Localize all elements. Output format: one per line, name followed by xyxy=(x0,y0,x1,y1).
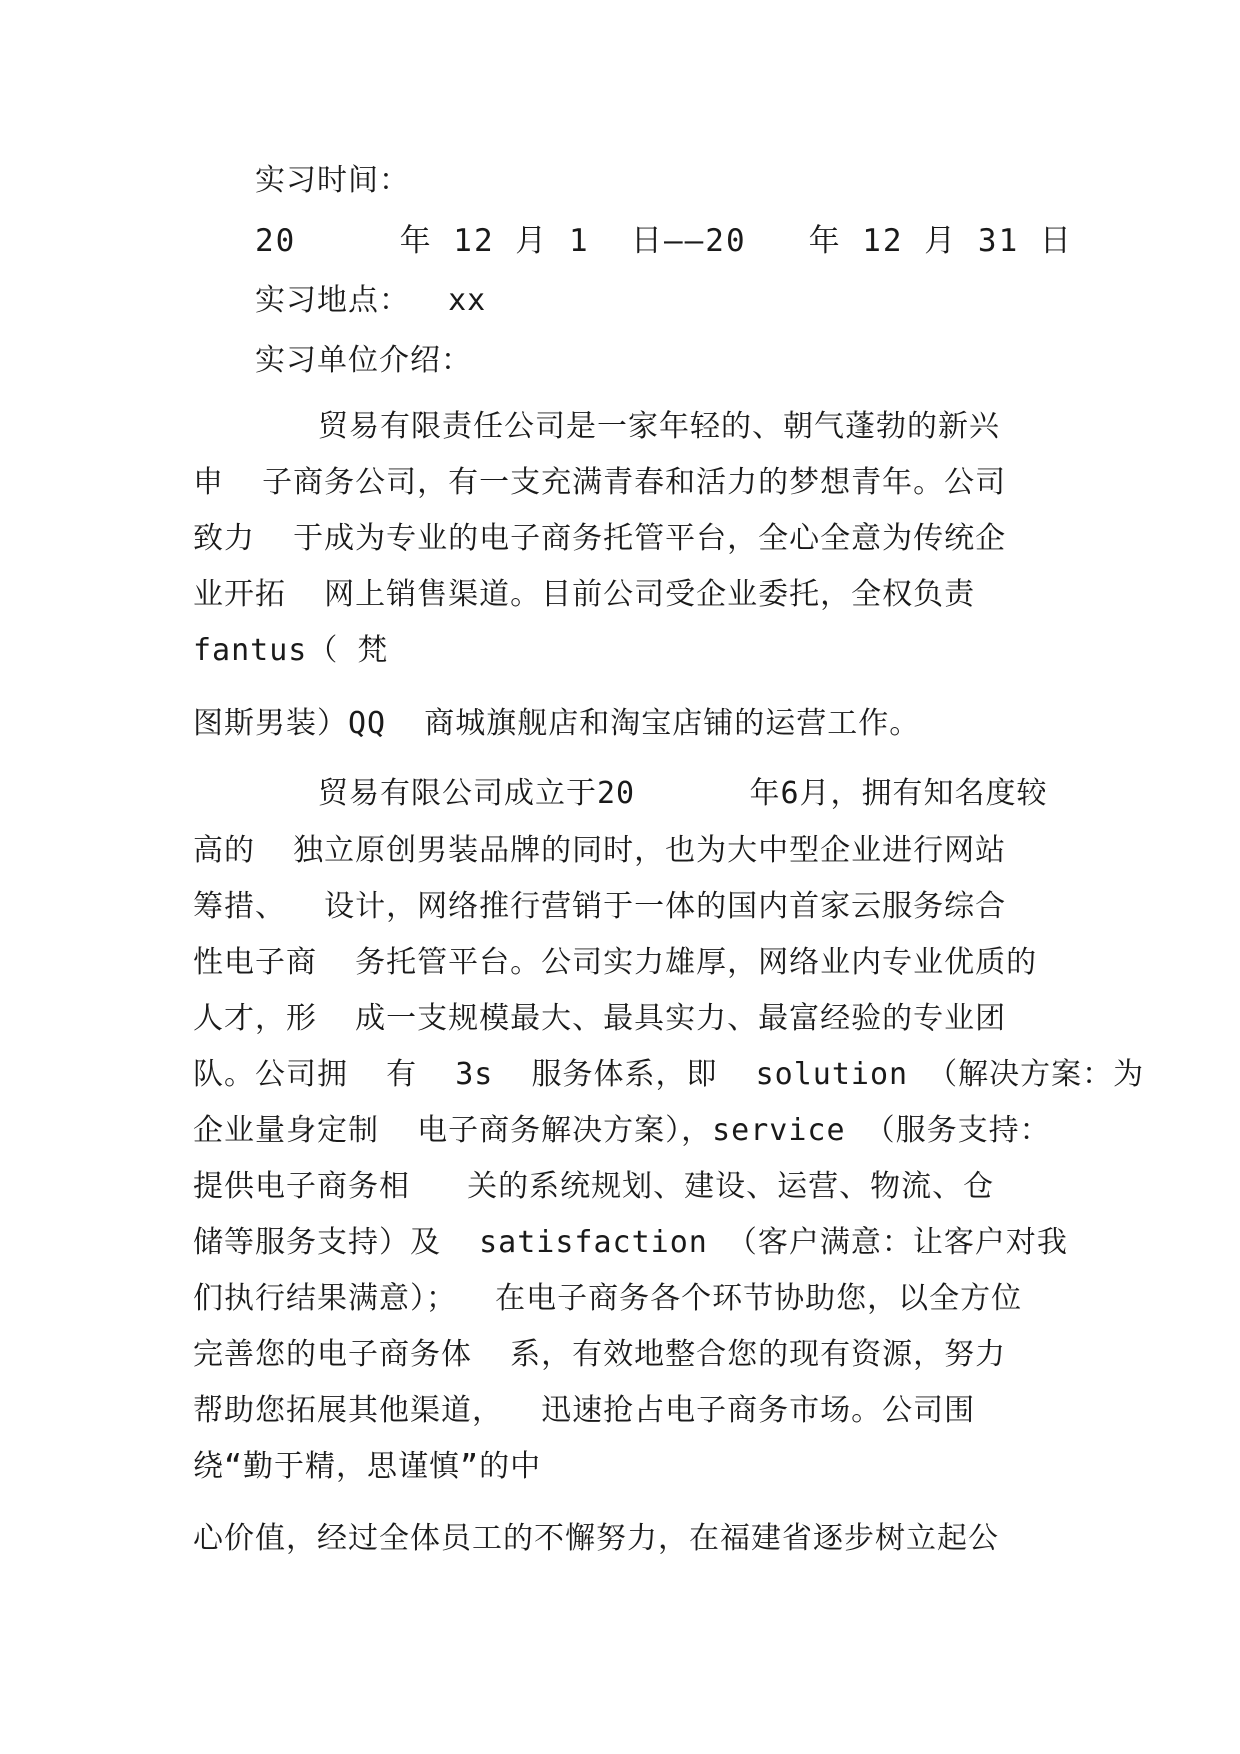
paragraph-line: 贸易有限公司成立于20 年6月，拥有知名度较 xyxy=(318,776,1048,811)
paragraph-line: 帮助您拓展其他渠道， 迅速抢占电子商务市场。公司围 xyxy=(193,1393,976,1428)
paragraph-line: 企业量身定制 电子商务解决方案），service （服务支持： xyxy=(193,1113,1051,1148)
paragraph-line: 储等服务支持）及 satisfaction （客户满意：让客户对我 xyxy=(193,1225,1068,1260)
internship-time-label: 实习时间： xyxy=(255,163,410,198)
paragraph-line: 业开拓 网上销售渠道。目前公司受企业委托，全权负责 xyxy=(193,577,976,612)
paragraph-line: 申 子商务公司，有一支充满青春和活力的梦想青年。公司 xyxy=(193,465,1007,500)
paragraph-line: 筹措、 设计，网络推行营销于一体的国内首家云服务综合 xyxy=(193,889,1007,924)
paragraph-line: 高的 独立原创男装品牌的同时，也为大中型企业进行网站 xyxy=(193,833,1007,868)
paragraph-line: 人才，形 成一支规模最大、最具实力、最富经验的专业团 xyxy=(193,1001,1007,1036)
paragraph-line: 性电子商 务托管平台。公司实力雄厚，网络业内专业优质的 xyxy=(193,945,1038,980)
company-intro-heading: 实习单位介绍： xyxy=(255,343,472,378)
paragraph-line: fantus（ 梵 xyxy=(193,633,389,668)
paragraph-line: 队。公司拥 有 3s 服务体系，即 solution （解决方案：为 xyxy=(193,1057,1145,1092)
paragraph-line: 致力 于成为专业的电子商务托管平台，全心全意为传统企 xyxy=(193,521,1007,556)
internship-date-range: 20 年 12 月 1 日——20 年 12 月 31 日 xyxy=(255,223,1073,259)
paragraph-line: 提供电子商务相 关的系统规划、建设、运营、物流、仓 xyxy=(193,1169,995,1204)
paragraph-line: 贸易有限责任公司是一家年轻的、朝气蓬勃的新兴 xyxy=(318,409,1000,444)
internship-location: 实习地点： xx xyxy=(255,283,487,318)
paragraph-line: 绕“勤于精，思谨慎”的中 xyxy=(193,1449,542,1484)
paragraph-line: 图斯男装）QQ 商城旗舰店和淘宝店铺的运营工作。 xyxy=(193,706,921,741)
paragraph-line: 们执行结果满意）； 在电子商务各个环节协助您，以全方位 xyxy=(193,1281,1023,1316)
paragraph-line: 心价值，经过全体员工的不懈努力，在福建省逐步树立起公 xyxy=(193,1521,999,1556)
paragraph-line: 完善您的电子商务体 系，有效地整合您的现有资源，努力 xyxy=(193,1337,1007,1372)
